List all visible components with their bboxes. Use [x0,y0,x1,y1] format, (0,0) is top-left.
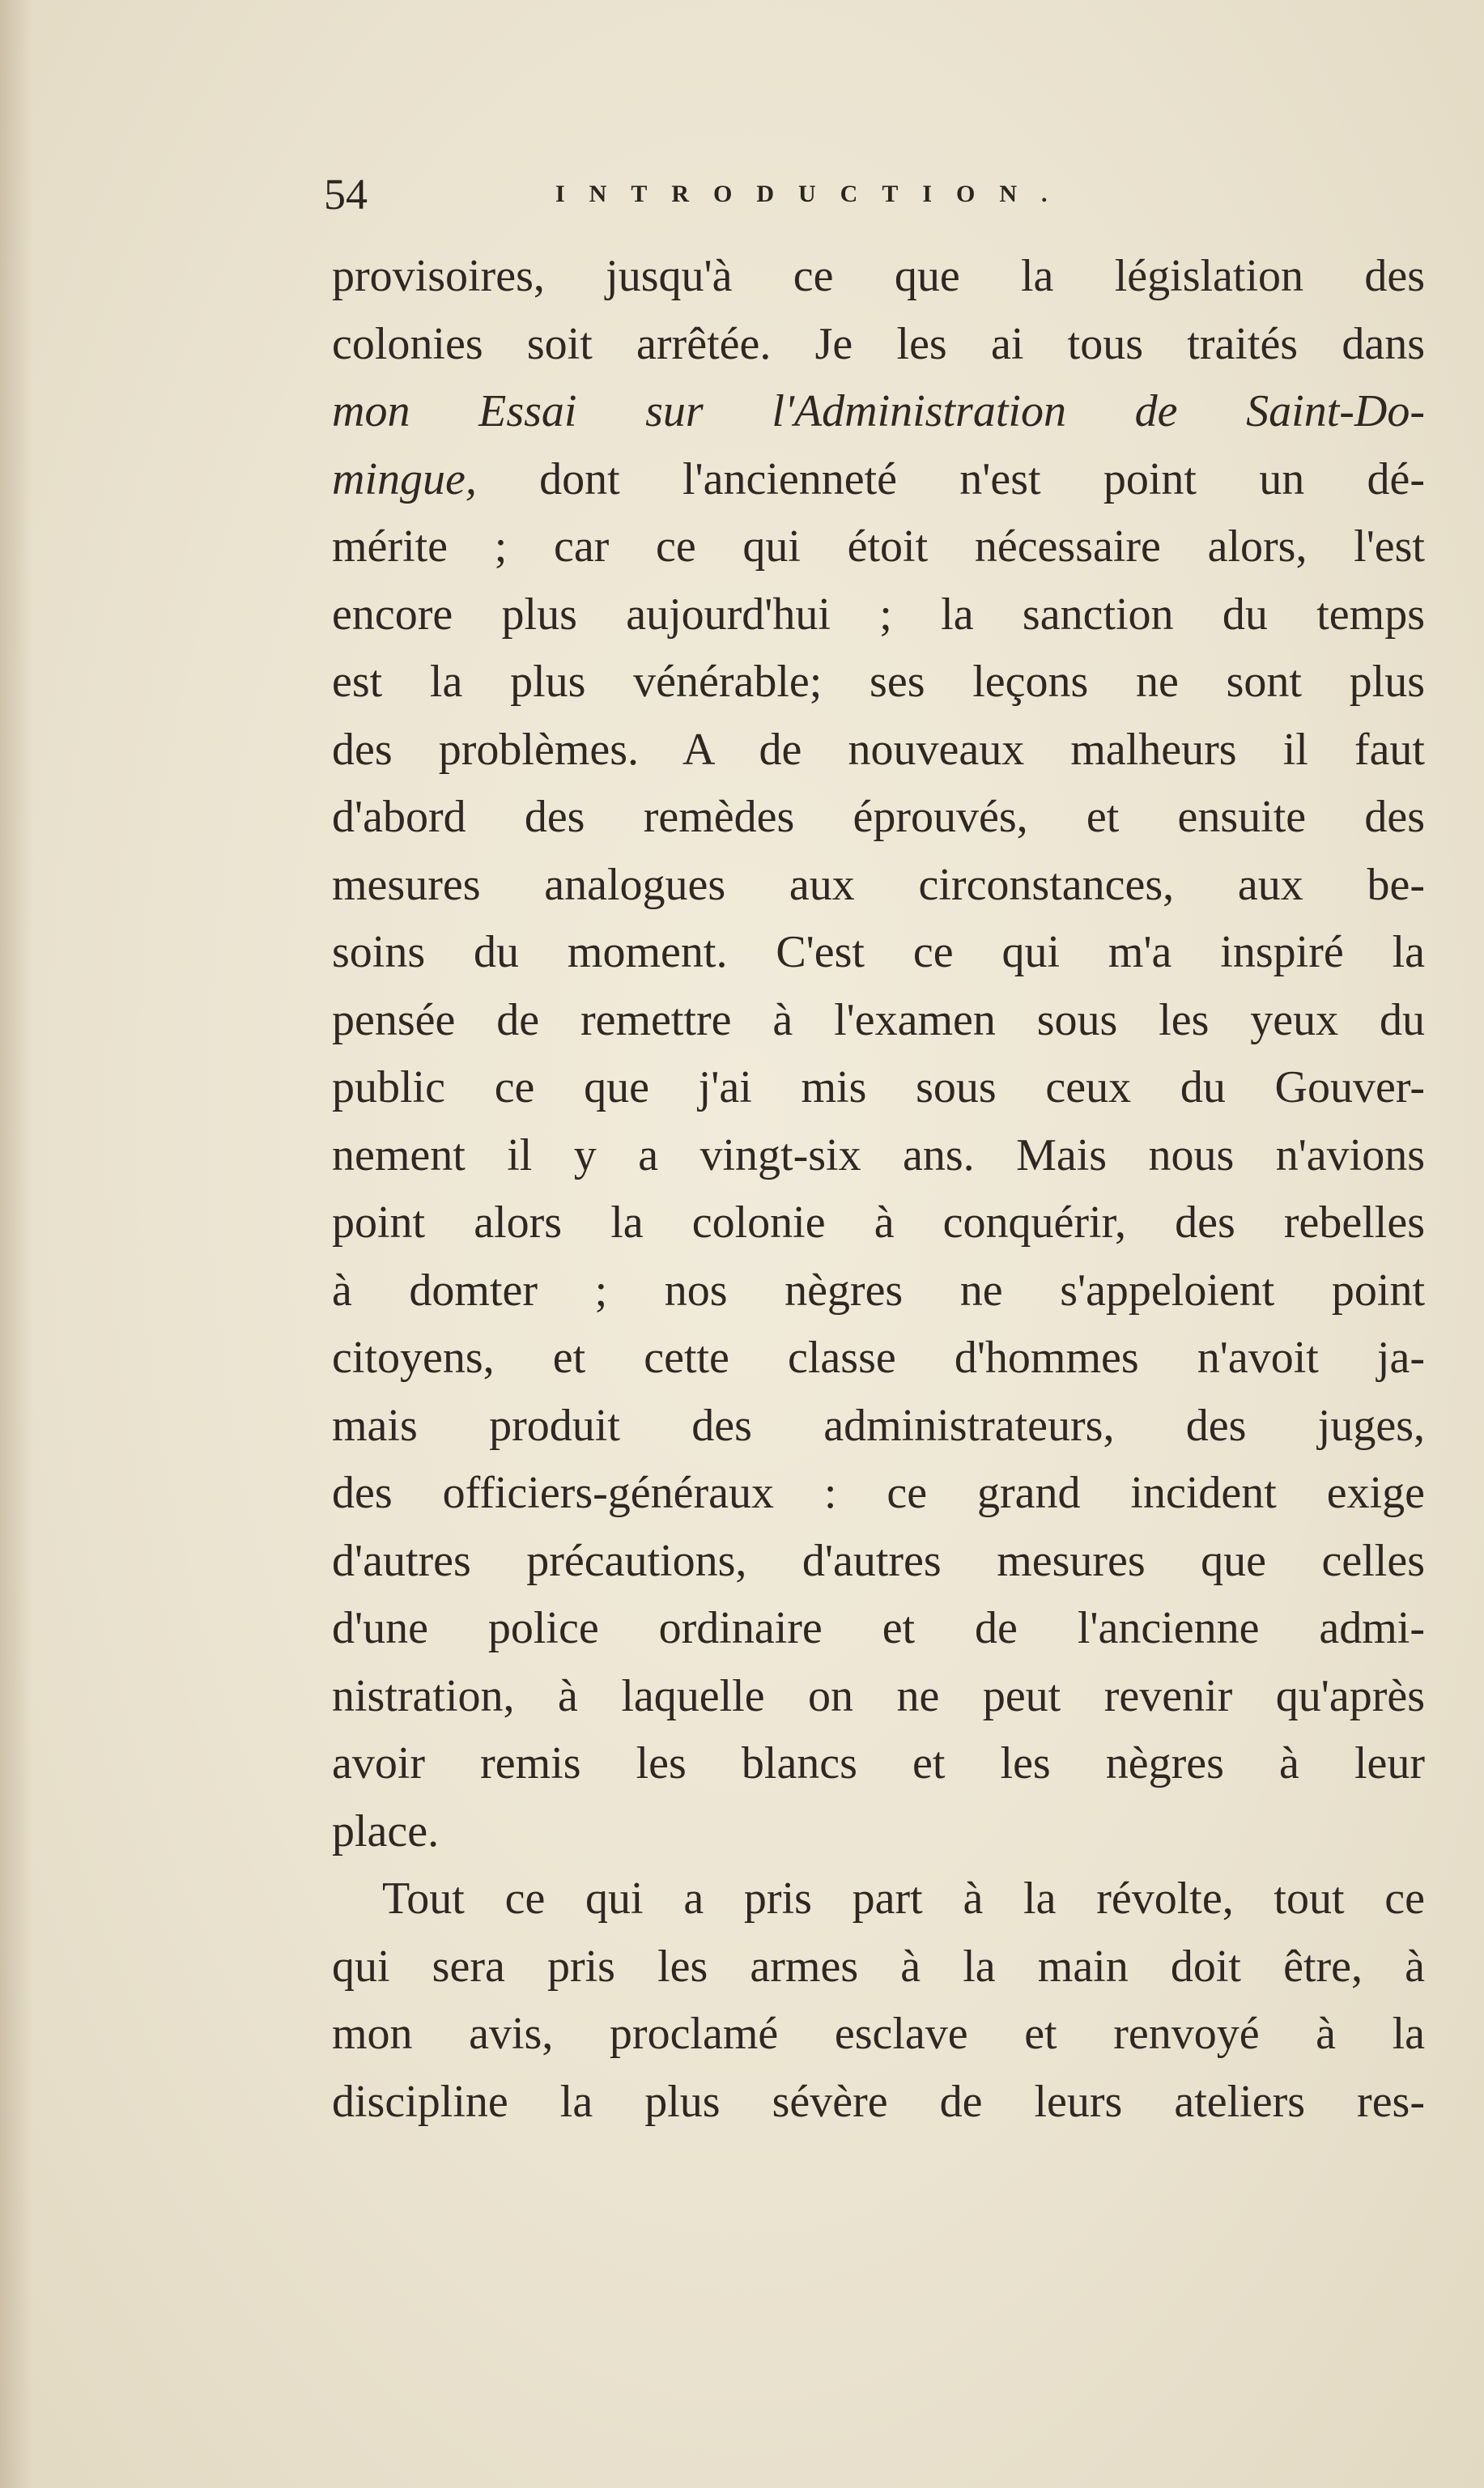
text-line: nistration, à laquelle on ne peut revenir qu'après [332,1670,1425,1721]
text-line: est la plus vénérable; ses leçons ne sont plus [332,657,1425,707]
text-line: soins du moment. C'est ce qui m'a inspiré la [332,927,1425,977]
text-line: colonies soit arrêtée. Je les ai tous traités dans [332,318,1425,369]
text-line-italic-title: mon Essai sur l'Administration de Saint-Do- [332,386,1425,436]
text-line: citoyens, et cette classe d'hommes n'avoit ja- [332,1333,1425,1383]
text-line: des problèmes. A de nouveaux malheurs il faut [332,724,1425,775]
text-line: point alors la colonie à conquérir, des rebelles [332,1197,1425,1248]
text-line: des officiers-généraux : ce grand incident exige [332,1468,1425,1518]
page-gutter-shadow [0,0,32,2488]
text-line: Tout ce qui a pris part à la révolte, tout ce [382,1873,1425,1924]
text-line: mon avis, proclamé esclave et renvoyé à la [332,2009,1425,2059]
text-line: pensée de remettre à l'examen sous les yeux du [332,994,1425,1045]
page-number: 54 [324,170,368,219]
text-line [332,446,1425,514]
text-line: d'une police ordinaire et de l'ancienne admi- [332,1603,1425,1653]
body-text [332,243,1425,2136]
text-line: mais produit des administrateurs, des juges, [332,1400,1425,1451]
italic-title-end: mingue, [332,453,477,504]
text-run: dont l'ancienneté n'est point un dé- [476,453,1425,504]
text-line: mesures analogues aux circonstances, aux be- [332,859,1425,910]
page-header [324,162,1133,227]
text-line: discipline la plus sévère de leurs ateliers res- [332,2076,1425,2127]
text-line: nement il y a vingt-six ans. Mais nous n'avions [332,1129,1425,1180]
text-line: qui sera pris les armes à la main doit être, à [332,1941,1425,1992]
running-head: INTRODUCTION. [555,181,1072,207]
text-line: d'autres précautions, d'autres mesures que celles [332,1535,1425,1586]
text-line: encore plus aujourd'hui ; la sanction du temps [332,589,1425,640]
text-line: d'abord des remèdes éprouvés, et ensuite des [332,792,1425,842]
text-line: mérite ; car ce qui étoit nécessaire alors, l'est [332,521,1425,572]
text-line: place. [332,1805,440,1856]
text-line: public ce que j'ai mis sous ceux du Gouver- [332,1062,1425,1112]
text-line: provisoires, jusqu'à ce que la législation des [332,251,1425,301]
text-line: avoir remis les blancs et les nègres à leur [332,1738,1425,1788]
text-line: à domter ; nos nègres ne s'appeloient point [332,1265,1425,1316]
